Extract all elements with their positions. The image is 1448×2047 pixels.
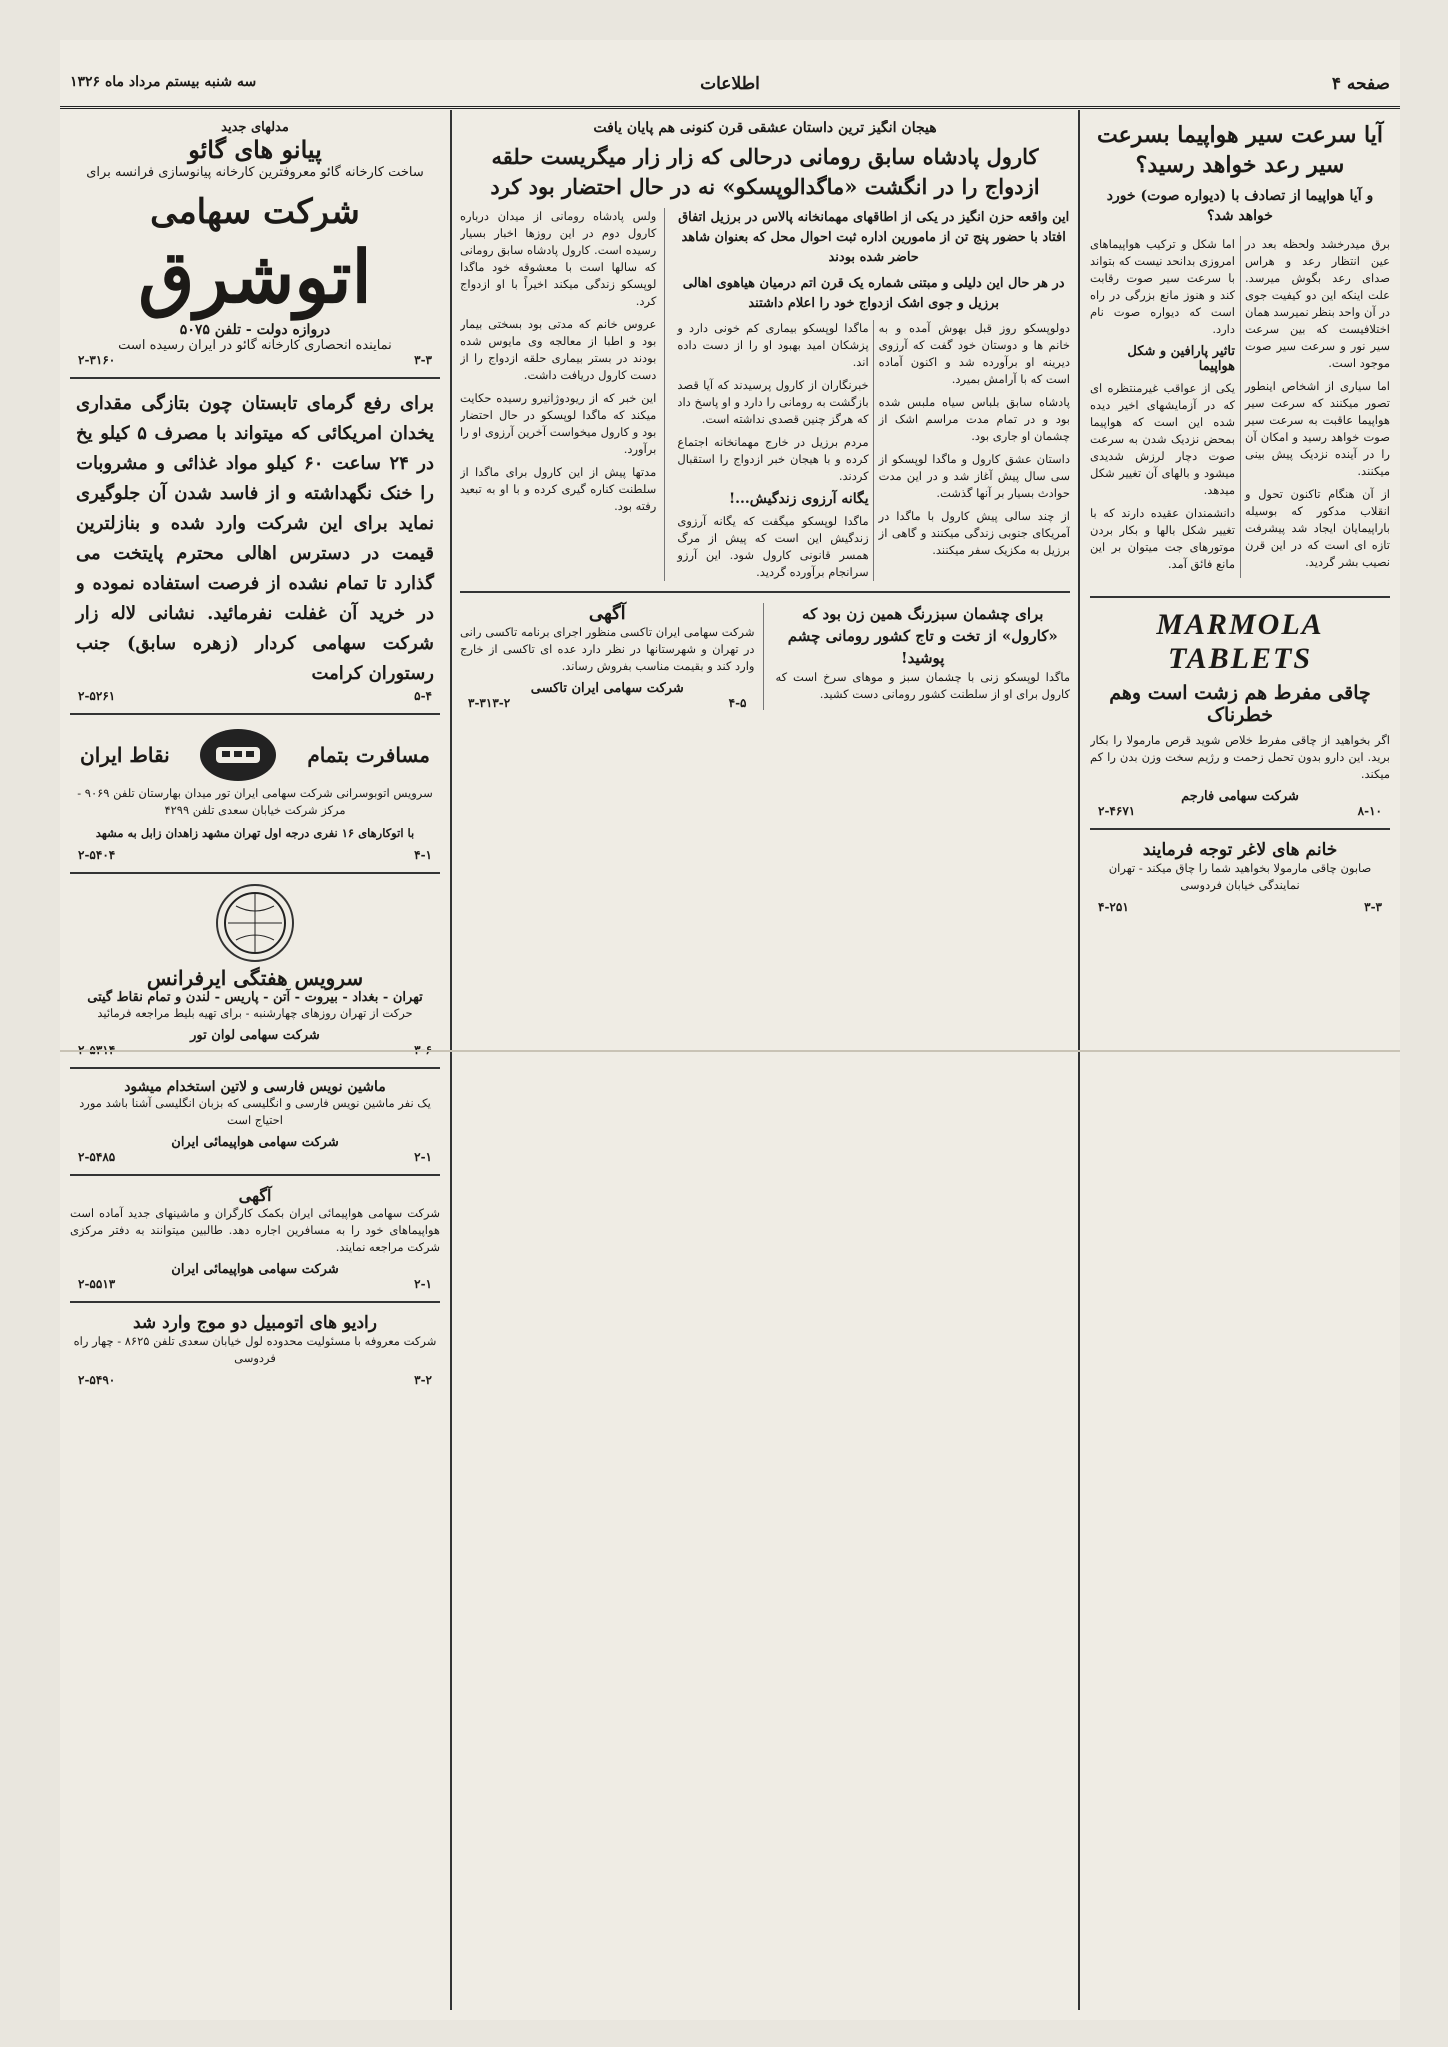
ad-code: ۲-۳۱۶۰	[78, 353, 116, 367]
marmola-body: اگر بخواهید از چاقی مفرط خلاص شوید قرص مارمولا را بکار برید. این دارو بدون تحمل زحمت و رژیم سخت وزن بدن را کم میکند.	[1090, 733, 1390, 781]
ad-code: ۳-۲	[414, 1373, 432, 1387]
ad-code: ۴-۲۵۱	[1098, 900, 1129, 914]
article-paragraph: اما سیاری از اشخاص اینطور تصور میکنند که سرعت سیر هواپیما عاقبت به سرعت سیر صوت خواهد رسید و امکان آن را در آینده نزدیک پیش بینی میکنند.	[1245, 379, 1390, 478]
ad-code: ۲-۵۲۶۱	[78, 689, 116, 703]
article-paragraph: داستان عشق کارول و ماگدا لوپسکو از سی سال پیش آغاز شد و در این مدت حوادث بسیار بر آنها گذشت.	[878, 452, 1070, 500]
irantour-ad	[70, 725, 440, 862]
airline-notice-title: آگهی	[238, 1186, 272, 1205]
typist-ad	[70, 1079, 440, 1164]
typist-body: یک نفر ماشین نویس فارسی و انگلیسی که بزبان انگلیسی آشنا باشد مورد احتیاج است	[79, 1096, 431, 1127]
thin-ladies-ad	[1090, 840, 1390, 914]
piano-title: پیانو های گائو	[188, 135, 322, 164]
box-title: یگانه آرزوی زندگیش...!	[728, 491, 869, 507]
page-number: صفحه ۴	[1331, 74, 1390, 94]
bus-logo-icon	[196, 725, 280, 785]
irantour-body: سرویس اتوبوسرانی شرکت سهامی ایران تور میدان بهارستان تلفن ۹۰۶۹ - مرکز شرکت خیابان سعدی تلفن ۴۲۹۹	[77, 786, 433, 817]
car-radio-body: شرکت معروفه با مسئولیت محدوده لول خیابان سعدی تلفن ۸۶۲۵ - چهار راه فردوسی	[73, 1334, 437, 1365]
article-paragraph: دانشمندان عقیده دارند که با تغییر شکل بالها و بکار بردن موتورهای جت میتوان بر این مانع فائق آمد.	[1090, 506, 1235, 571]
airfrance-body: حرکت از تهران روزهای چهارشنبه - برای تهیه بلیط مراجعه فرمائید	[97, 1006, 413, 1020]
column-rule	[450, 110, 452, 2010]
airfrance-globe-icon	[216, 884, 294, 962]
article-paragraph: عروس خانم که مدتی بود بسختی بیمار بود و اطبا از معالجه وی مایوس شده بودند در بستر بیماری حلقه ازدواج را از دست کارول دریافت داشت.	[460, 317, 657, 382]
middle-column	[460, 120, 1070, 2000]
ad-code: ۴-۱	[414, 848, 432, 862]
airline-notice	[70, 1186, 440, 1291]
airfrance-title: سرویس هفتگی ایرفرانس	[146, 966, 364, 990]
marmola-title: چاقی مفرط هم زشت است وهم خطرناک	[1109, 682, 1371, 726]
ad-code: ۲-۴۶۷۱	[1098, 804, 1136, 818]
piano-kicker: مدلهای جدید	[221, 120, 289, 135]
article-paragraph: پادشاه سابق بلباس سیاه ملبس شده بود و در تمام مدت مراسم اشک از چشمان او جاری بود.	[878, 395, 1070, 443]
airline-notice-company: شرکت سهامی هواپیمائی ایران	[171, 1262, 339, 1277]
article-paragraph: از چند سالی پیش کارول با ماگدا در آمریکای جنوبی زندگی میکنند و گاهی از برزیل به مکزیک سفر میکنند.	[878, 509, 1070, 557]
marmola-ad	[1090, 608, 1390, 818]
article-paragraph: برق میدرخشد ولحظه بعد در عین انتظار رعد و هراس صدای رعد بگوش میرسد. علت اینکه این دو کیفیت جوی در آن واحد بنظر نمیرسد همان اختلافیست که بین سرعت سیر نور و سرعت سیر صوت موجود است.	[1245, 237, 1390, 370]
marmola-company: شرکت سهامی فارجم	[1181, 789, 1299, 804]
article-paragraph: یکی از عواقب غیرمنتظره ای که در آزمایشهای اخیر دیده شده این است که هواپیما بمحض نزدیک شدن به سرعت صوت دچار لرزش شدیدی میشود و بالهای آن تغییر شکل میدهد.	[1090, 381, 1235, 497]
airfrance-route: تهران - بغداد - بیروت - آتن - پاریس - لندن و تمام نقاط گیتی	[87, 990, 423, 1005]
marmola-brand: MARMOLA TABLETS	[1156, 608, 1324, 675]
airline-notice-body: شرکت سهامی هواپیمائی ایران بکمک کارگران و ماشینهای جدید آماده است هواپیماهای خود را به مسافرین اجاره دهد. طالبین میتوانند به دفتر مرکزی شرکت مراجعه نمایند.	[70, 1206, 440, 1254]
airfrance-company: شرکت سهامی لوان تور	[190, 1028, 320, 1043]
right-column	[1090, 120, 1390, 2000]
typist-company: شرکت سهامی هواپیمائی ایران	[171, 1135, 339, 1150]
left-column	[70, 120, 440, 2000]
piano-ad	[70, 120, 440, 367]
newspaper-name: اطلاعات	[700, 74, 760, 94]
ad-code: ۸-۱۰	[1357, 804, 1382, 818]
article-paragraph: ماگدا لوپسکو میگفت که یگانه آرزوی زندگیش این است که پیش از مرگ همسر قانونی کارول شود. این آرزو سرانجام برآورده گردید.	[677, 514, 869, 579]
irantour-title-right: مسافرت بتمام	[307, 743, 430, 767]
notice-title: آگهی	[588, 603, 626, 624]
car-radio-title: رادیو های اتومبیل دو موج وارد شد	[133, 1313, 377, 1333]
story-subhead: این واقعه حزن انگیز در یکی از اطاقهای مهمانخانه پالاس در برزیل اتفاق افتاد با حضور پنج تن از مامورین اداره ثبت احوال محل که بعنوان شاهد حاضر شده بودند	[678, 210, 1070, 265]
article-paragraph: مدتها پیش از این کارول برای ماگدا از سلطنت کناره گیری کرده و با او به تبعید رفته بود.	[460, 465, 657, 513]
fridge-ad	[70, 389, 440, 703]
taxi-notice	[460, 603, 764, 710]
ad-code: ۴-۵	[728, 696, 747, 710]
article-paragraph: خبرنگاران از کارول پرسیدند که آیا قصد بازگشت به رومانی را دارد و او پاسخ داد که هرگز چنین قصدی نداشته است.	[677, 378, 869, 426]
ad-code: ۳-۳	[1364, 900, 1382, 914]
article-paragraph: اما شکل و ترکیب هواپیماهای امروزی بدانحد نیست که بتواند با سرعت سیر صوت رقابت کند و هنوز مانع بزرگی در راه است که دیواره صوت نام دارد.	[1090, 237, 1235, 336]
paper-fold	[60, 1050, 1400, 1052]
fridge-body: برای رفع گرمای تابستان چون بتازگی مقداری یخدان امریکائی که میتواند با مصرف ۵ کیلو یخ در ۲۴ ساعت ۶۰ کیلو مواد غذائی و مشروبات را خنک نگهداشته و از فاسد شدن آن جلوگیری نماید برای این شرکت وارد شده و بنازلترین قیمت در دسترس اهالی محترم پایتخت می گذارد تا تمام نشده از فرصت استفاده نموده و در خرید آن غفلت نفرمائید. نشانی لاله زار شرکت سهامی کردار (زهره سابق) جنب رستوران کرامت	[76, 393, 434, 684]
irantour-route: با اتوکارهای ۱۶ نفری درجه اول تهران مشهد زاهدان زابل به مشهد	[95, 826, 415, 840]
story-subhead: در هر حال این دلیلی و مبتنی شماره یک قرن اتم درمیان هیاهوی اهالی برزیل و جوی اشک ازدواج خود را اعلام داشتند	[682, 276, 1065, 311]
thin-ladies-body: صابون چاقی مارمولا بخواهید شما را چاق میکند - تهران نمایندگی خیابان فردوسی	[1108, 861, 1372, 892]
ad-code: ۲-۱	[414, 1150, 432, 1164]
airplane-subhead: و آیا هواپیما از تصادف با (دیواره صوت) خورد خواهد شد؟	[1106, 188, 1374, 224]
notice-body: شرکت سهامی ایران تاکسی منظور اجرای برنامه تاکسی رانی در تهران و شهرستانها در نظر دارد عده ای تاکسی از خارج وارد کند و بقیمت مناسب بفروش رساند.	[460, 625, 755, 673]
thin-ladies-title: خانم های لاغر توجه فرمایند	[1142, 840, 1338, 860]
article-paragraph: ولس پادشاه رومانی از میدان درباره کارول دوم در این روزها اخبار بسیار رسیده است. کارول پادشاه سابق رومانی که سالها است با معشوقه خود ماگدا لوپسکو زندگی میکند اخیراً با او ازدواج کرد.	[460, 209, 657, 308]
ad-code: ۲-۵۵۱۳	[78, 1277, 116, 1291]
piano-address: دروازه دولت - تلفن ۵۰۷۵	[179, 322, 331, 338]
notice-sign: شرکت سهامی ایران تاکسی	[530, 681, 684, 696]
ad-code: ۳-۳	[414, 353, 432, 367]
ad-code: ۲-۵۴۹۰	[78, 1373, 116, 1387]
green-eyes-box	[776, 603, 1071, 710]
box-title: برای چشمان سبزرنگ همین زن بود که «کارول» از تخت و تاج کشور رومانی چشم پوشید!	[787, 605, 1058, 667]
ad-code: ۲-۵۴۰۴	[78, 848, 116, 862]
piano-note: نماینده انحصاری کارخانه گائو در ایران رسیده است	[118, 338, 392, 353]
article-paragraph: این خبر که از ریودوژانیرو رسیده حکایت میکند که ماگدا لوپسکو در حال احتضار بود و کارول میخواست آخرین آرزوی او را برآورد.	[460, 391, 657, 456]
article-paragraph: مردم برزیل در خارج مهمانخانه اجتماع کرده و با هیجان خبر ازدواج را استقبال کردند.	[677, 435, 869, 483]
column-rule	[1078, 110, 1080, 2010]
piano-sub: ساخت کارخانه گائو معروفترین کارخانه پیانوسازی فرانسه برای	[86, 165, 424, 180]
story-kicker: هیجان انگیز ترین داستان عشقی قرن کنونی هم پایان یافت	[593, 120, 937, 136]
ad-code: ۳-۳۱۳-۲	[468, 696, 511, 710]
issue-date: سه شنبه بیستم مرداد ماه ۱۳۲۶	[70, 74, 257, 90]
carol-headline: کارول پادشاه سابق رومانی درحالی که زار زار میگریست حلقه ازدواج را در انگشت «ماگدالوپسکو» نه در حال احتضار بود کرد	[490, 144, 1040, 199]
article-paragraph: از آن هنگام تاکنون تحول و انقلاب مدکور که بوسیله باراپیمایان ایجاد شد پیشرفت تازه ای است که در این قرن نصیب بشر گردید.	[1245, 487, 1390, 569]
page-header	[60, 70, 1400, 109]
typist-title: ماشین نویس فارسی و لاتین استخدام میشود	[124, 1079, 386, 1095]
section-subhead: تاثیر پارافین و شکل هواپیما	[1127, 344, 1235, 374]
car-radio-ad	[70, 1313, 440, 1387]
ad-code: ۵-۴	[414, 689, 432, 703]
piano-company: شرکت سهامی	[150, 192, 360, 232]
irantour-title-left: نقاط ایران	[80, 743, 170, 767]
ad-code: ۲-۵۴۸۵	[78, 1150, 116, 1164]
airplane-headline: آیا سرعت سیر هواپیما بسرعت سیر رعد خواهد رسید؟	[1097, 122, 1383, 178]
newspaper-page	[60, 40, 1400, 2020]
article-paragraph: ماگدا لوپسکو بیماری کم خونی دارد و پزشکان امید بهبود او را از دست داده اند.	[677, 321, 869, 369]
article-paragraph: ماگدا لوپسکو زنی با چشمان سبز و موهای سرخ است که کارول برای او از سلطنت کشور رومانی دست کشید.	[775, 670, 1070, 701]
article-paragraph: دولوپسکو روز قبل بهوش آمده و به خانم ها و دوستان خود گفت که آرزوی دیرینه او برآورده شد و اکنون آماده است که با آرامش بمیرد.	[878, 321, 1070, 386]
piano-brand: اتوشرق	[138, 234, 372, 319]
ad-code: ۲-۱	[414, 1277, 432, 1291]
airfrance-ad	[70, 884, 440, 1057]
